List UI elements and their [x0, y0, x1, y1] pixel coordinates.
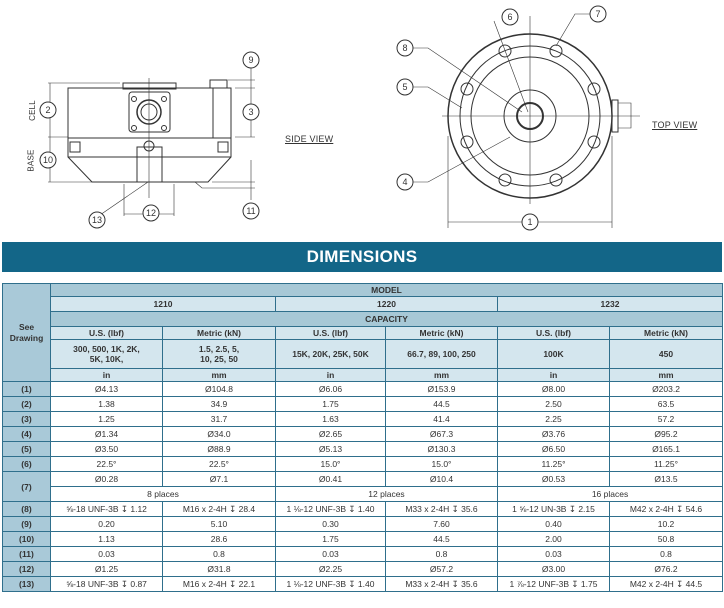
- cell: 44.5: [386, 532, 498, 547]
- cell: 1.63: [276, 412, 386, 427]
- callout-13: 13: [91, 215, 103, 225]
- cell: M16 x 2-4H ↧ 28.4: [163, 502, 276, 517]
- cell: 11.25°: [498, 457, 610, 472]
- dimensions-table: [2, 283, 723, 592]
- cell: M42 x 2-4H ↧ 54.6: [610, 502, 723, 517]
- cell: M42 x 2-4H ↧ 44.5: [610, 577, 723, 592]
- row-ref: (2): [3, 397, 51, 412]
- row-ref: (8): [3, 502, 51, 517]
- unit-in: in: [51, 369, 163, 382]
- table-row: [3, 577, 723, 592]
- cell: Ø5.13: [276, 442, 386, 457]
- cell: Ø3.50: [51, 442, 163, 457]
- capacity-header: CAPACITY: [51, 312, 723, 327]
- cell: 15.0°: [276, 457, 386, 472]
- drawing-canvas: [0, 0, 724, 240]
- cell-label: CELL: [27, 100, 37, 121]
- cell: 0.8: [610, 547, 723, 562]
- unit-mm: mm: [163, 369, 276, 382]
- cell: 2.50: [498, 397, 610, 412]
- cell: 1.25: [51, 412, 163, 427]
- cell: 1 ⅛-12 UNF-3B ↧ 1.40: [276, 502, 386, 517]
- cell: 7.60: [386, 517, 498, 532]
- cell: Ø165.1: [610, 442, 723, 457]
- us-capacity: 300, 500, 1K, 2K, 5K, 10K,: [51, 340, 163, 369]
- cell: Ø13.5: [610, 472, 723, 487]
- table-row-places: [3, 487, 723, 502]
- us-label: U.S. (lbf): [498, 327, 610, 340]
- cell: 0.20: [51, 517, 163, 532]
- places-1232: 16 places: [498, 487, 723, 502]
- callout-3: 3: [248, 107, 254, 117]
- unit-in: in: [498, 369, 610, 382]
- model-1210: 1210: [51, 297, 276, 312]
- cell: 1 ⅝-12 UN-3B ↧ 2.15: [498, 502, 610, 517]
- model-1220: 1220: [276, 297, 498, 312]
- cell: 2.25: [498, 412, 610, 427]
- table-row: [3, 412, 723, 427]
- row-ref: (13): [3, 577, 51, 592]
- table-row: [3, 382, 723, 397]
- callout-6: 6: [507, 12, 513, 22]
- table-row: [3, 517, 723, 532]
- cell: Ø130.3: [386, 442, 498, 457]
- row-ref: (4): [3, 427, 51, 442]
- cell: Ø104.8: [163, 382, 276, 397]
- cell: 50.8: [610, 532, 723, 547]
- cell: 11.25°: [610, 457, 723, 472]
- unit-mm: mm: [610, 369, 723, 382]
- model-header: MODEL: [51, 284, 723, 297]
- side-view-drawing: [40, 52, 259, 228]
- callout-9: 9: [248, 55, 254, 65]
- cell: 5.10: [163, 517, 276, 532]
- cell: Ø6.06: [276, 382, 386, 397]
- cell: Ø7.1: [163, 472, 276, 487]
- table-row: [3, 457, 723, 472]
- metric-capacity: 450: [610, 340, 723, 369]
- cell: M33 x 2-4H ↧ 35.6: [386, 577, 498, 592]
- cell: 0.03: [276, 547, 386, 562]
- callout-10: 10: [42, 155, 54, 165]
- row-ref: (9): [3, 517, 51, 532]
- table-row: [3, 442, 723, 457]
- cell: Ø2.65: [276, 427, 386, 442]
- unit-mm: mm: [386, 369, 498, 382]
- cell: 1.75: [276, 397, 386, 412]
- cell: Ø8.00: [498, 382, 610, 397]
- cell: 1.13: [51, 532, 163, 547]
- cell: Ø67.3: [386, 427, 498, 442]
- cell: Ø88.9: [163, 442, 276, 457]
- cell: M33 x 2-4H ↧ 35.6: [386, 502, 498, 517]
- cell: Ø3.76: [498, 427, 610, 442]
- cell: Ø3.00: [498, 562, 610, 577]
- cell: 0.03: [498, 547, 610, 562]
- cell: Ø1.34: [51, 427, 163, 442]
- cell: 31.7: [163, 412, 276, 427]
- cell: 22.5°: [163, 457, 276, 472]
- cell: 57.2: [610, 412, 723, 427]
- cell: Ø203.2: [610, 382, 723, 397]
- cell: 2.00: [498, 532, 610, 547]
- callout-4: 4: [402, 177, 408, 187]
- row-ref: (7): [3, 472, 51, 502]
- row-ref: (3): [3, 412, 51, 427]
- us-capacity: 15K, 20K, 25K, 50K: [276, 340, 386, 369]
- cell: Ø2.25: [276, 562, 386, 577]
- cell: Ø76.2: [610, 562, 723, 577]
- callout-12: 12: [145, 208, 157, 218]
- places-1220: 12 places: [276, 487, 498, 502]
- cell: 0.03: [51, 547, 163, 562]
- cell: M16 x 2-4H ↧ 22.1: [163, 577, 276, 592]
- cell: Ø0.28: [51, 472, 163, 487]
- metric-label: Metric (kN): [163, 327, 276, 340]
- technical-drawings: [0, 0, 724, 240]
- row-ref: (6): [3, 457, 51, 472]
- cell: 1 ⅛-12 UNF-3B ↧ 1.40: [276, 577, 386, 592]
- cell: Ø0.41: [276, 472, 386, 487]
- us-label: U.S. (lbf): [276, 327, 386, 340]
- top-view-drawing: [397, 6, 640, 230]
- dimensions-banner: DIMENSIONS: [2, 242, 722, 272]
- cell: Ø153.9: [386, 382, 498, 397]
- top-view-label: TOP VIEW: [652, 120, 698, 130]
- cell: Ø0.53: [498, 472, 610, 487]
- metric-label: Metric (kN): [386, 327, 498, 340]
- model-1232: 1232: [498, 297, 723, 312]
- cell: Ø10.4: [386, 472, 498, 487]
- unit-in: in: [276, 369, 386, 382]
- us-label: U.S. (lbf): [51, 327, 163, 340]
- table-row: [3, 502, 723, 517]
- cell: 1 ⅞-12 UNF-3B ↧ 1.75: [498, 577, 610, 592]
- cell: Ø1.25: [51, 562, 163, 577]
- base-label: BASE: [26, 149, 36, 172]
- row-ref: (5): [3, 442, 51, 457]
- callout-11: 11: [246, 206, 256, 216]
- cell: 1.75: [276, 532, 386, 547]
- metric-label: Metric (kN): [610, 327, 723, 340]
- cell: Ø31.8: [163, 562, 276, 577]
- cell: 15.0°: [386, 457, 498, 472]
- cell: 1.38: [51, 397, 163, 412]
- side-view-label: SIDE VIEW: [285, 134, 334, 144]
- callout-2: 2: [45, 105, 51, 115]
- table-row: [3, 562, 723, 577]
- metric-capacity: 66.7, 89, 100, 250: [386, 340, 498, 369]
- cell: 41.4: [386, 412, 498, 427]
- cell: Ø57.2: [386, 562, 498, 577]
- cell: 28.6: [163, 532, 276, 547]
- callout-8: 8: [402, 43, 408, 53]
- cell: 0.8: [386, 547, 498, 562]
- cell: Ø95.2: [610, 427, 723, 442]
- table-row: [3, 472, 723, 487]
- metric-capacity: 1.5, 2.5, 5, 10, 25, 50: [163, 340, 276, 369]
- cell: 0.30: [276, 517, 386, 532]
- callout-5: 5: [402, 82, 408, 92]
- cell: 22.5°: [51, 457, 163, 472]
- table-row: [3, 397, 723, 412]
- cell: Ø4.13: [51, 382, 163, 397]
- places-1210: 8 places: [51, 487, 276, 502]
- cell: Ø6.50: [498, 442, 610, 457]
- table-row: [3, 547, 723, 562]
- table-row: [3, 427, 723, 442]
- us-capacity: 100K: [498, 340, 610, 369]
- row-ref: (10): [3, 532, 51, 547]
- cell: 44.5: [386, 397, 498, 412]
- callout-1: 1: [527, 217, 533, 227]
- cell: ⅝-18 UNF-3B ↧ 1.12: [51, 502, 163, 517]
- row-ref: (11): [3, 547, 51, 562]
- cell: ⅝-18 UNF-3B ↧ 0.87: [51, 577, 163, 592]
- cell: Ø34.0: [163, 427, 276, 442]
- cell: 10.2: [610, 517, 723, 532]
- cell: 0.40: [498, 517, 610, 532]
- callout-7: 7: [595, 9, 601, 19]
- table-row: [3, 532, 723, 547]
- row-ref: (1): [3, 382, 51, 397]
- row-ref: (12): [3, 562, 51, 577]
- see-drawing-header: See Drawing: [3, 284, 51, 382]
- cell: 0.8: [163, 547, 276, 562]
- cell: 34.9: [163, 397, 276, 412]
- cell: 63.5: [610, 397, 723, 412]
